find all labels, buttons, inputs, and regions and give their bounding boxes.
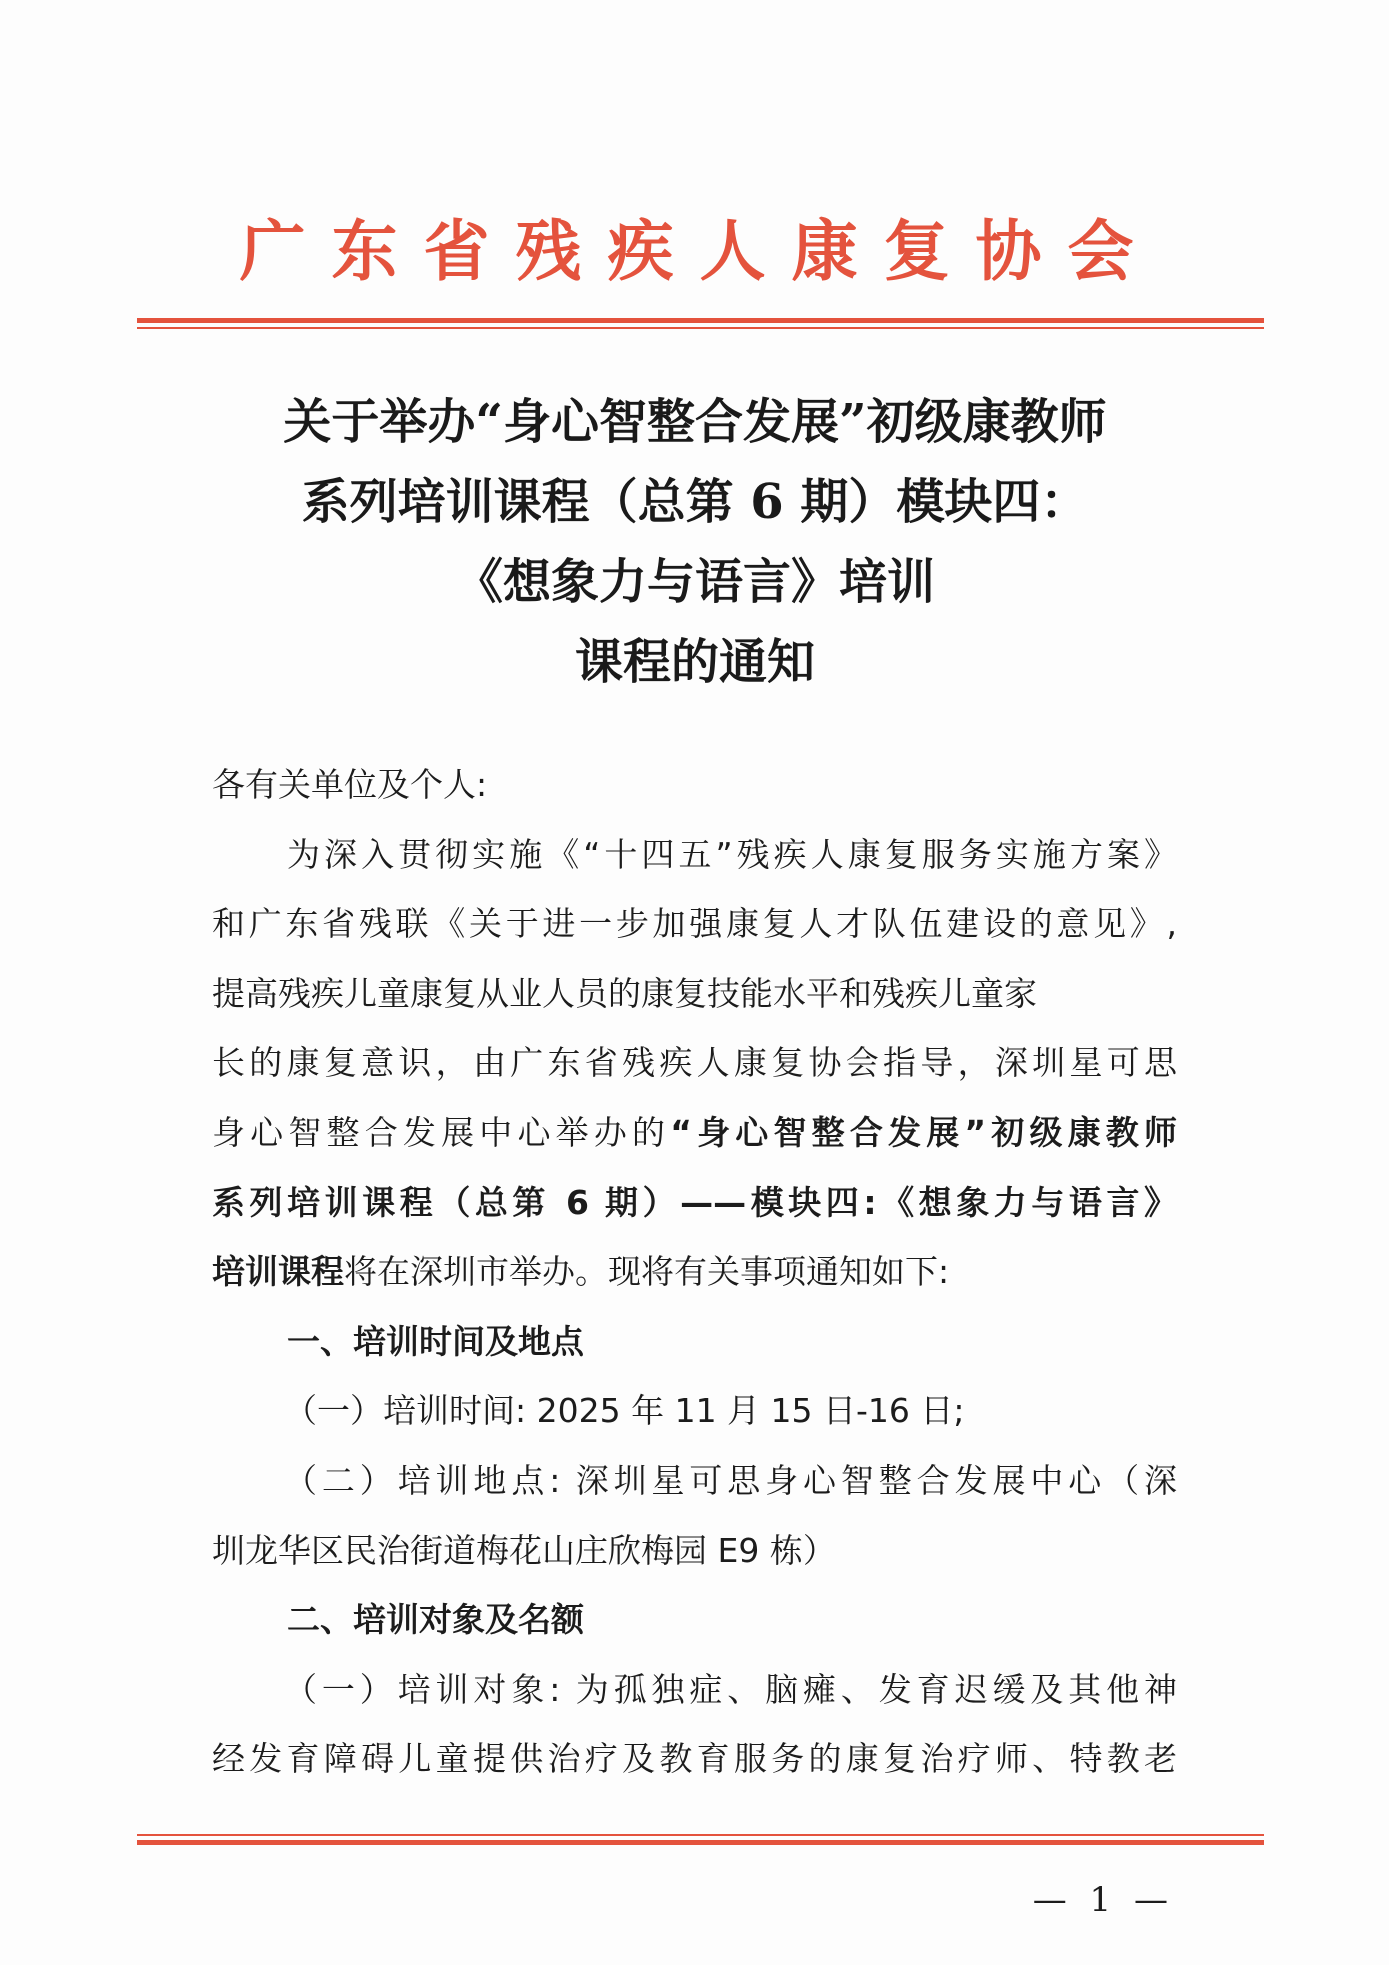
title-line-4: 课程的通知 xyxy=(574,634,815,690)
footer-rule-top xyxy=(137,1834,1264,1836)
letterhead-rule-bottom xyxy=(137,327,1264,329)
title-line-1: 关于举办“身心智整合发展”初级康教师 xyxy=(283,394,1107,450)
course-name-bold: 培训课程 xyxy=(212,1252,344,1292)
list-item: （一）培训时间: 2025 年 11 月 15 日-16 日; xyxy=(284,1391,965,1431)
section-heading-2: 二、培训对象及名额 xyxy=(287,1600,584,1640)
title-line-3: 《想象力与语言》培训 xyxy=(454,554,935,610)
paragraph-text: 身心智整合发展中心举办的 xyxy=(212,1112,671,1152)
list-item: （一）培训对象: 为孤独症、脑瘫、发育迟缓及其他神 xyxy=(284,1669,1177,1709)
letterhead-rule-top xyxy=(137,318,1264,323)
letterhead-organization: 广东省残疾人康复协会 xyxy=(239,212,1160,290)
paragraph-line: 提高残疾儿童康复从业人员的康复技能水平和残疾儿童家 xyxy=(212,973,1037,1013)
paragraph-line: 和广东省残联《关于进一步加强康复人才队伍建设的意见》, xyxy=(212,904,1177,944)
course-name-bold: “身心智整合发展”初级康教师 xyxy=(670,1112,1177,1152)
document-body xyxy=(212,750,1177,1794)
salutation: 各有关单位及个人: xyxy=(212,765,488,804)
paragraph-line xyxy=(212,1237,1177,1307)
course-name-bold: 系列培训课程（总第 6 期）——模块四:《想象力与语言》 xyxy=(212,1182,1177,1222)
list-item: （二）培训地点: 深圳星可思身心智整合发展中心（深 xyxy=(284,1460,1177,1500)
paragraph-line xyxy=(212,1098,1177,1168)
footer-rule-bottom xyxy=(137,1840,1264,1845)
paragraph-text: 将在深圳市举办。现将有关事项通知如下: xyxy=(344,1252,950,1292)
paragraph-line: 长的康复意识，由广东省残疾人康复协会指导，深圳星可思 xyxy=(212,1043,1177,1083)
list-item-continuation: 圳龙华区民治街道梅花山庄欣梅园 E9 栋） xyxy=(212,1530,836,1570)
title-line-2: 系列培训课程（总第 6 期）模块四： xyxy=(301,474,1089,530)
page-number: — 1 — xyxy=(1032,1880,1174,1920)
paragraph-line: 为深入贯彻实施《“十四五”残疾人康复服务实施方案》 xyxy=(287,834,1177,874)
list-item-continuation: 经发育障碍儿童提供治疗及教育服务的康复治疗师、特教老 xyxy=(212,1739,1177,1779)
document-title xyxy=(180,382,1210,702)
section-heading-1: 一、培训时间及地点 xyxy=(287,1321,584,1361)
